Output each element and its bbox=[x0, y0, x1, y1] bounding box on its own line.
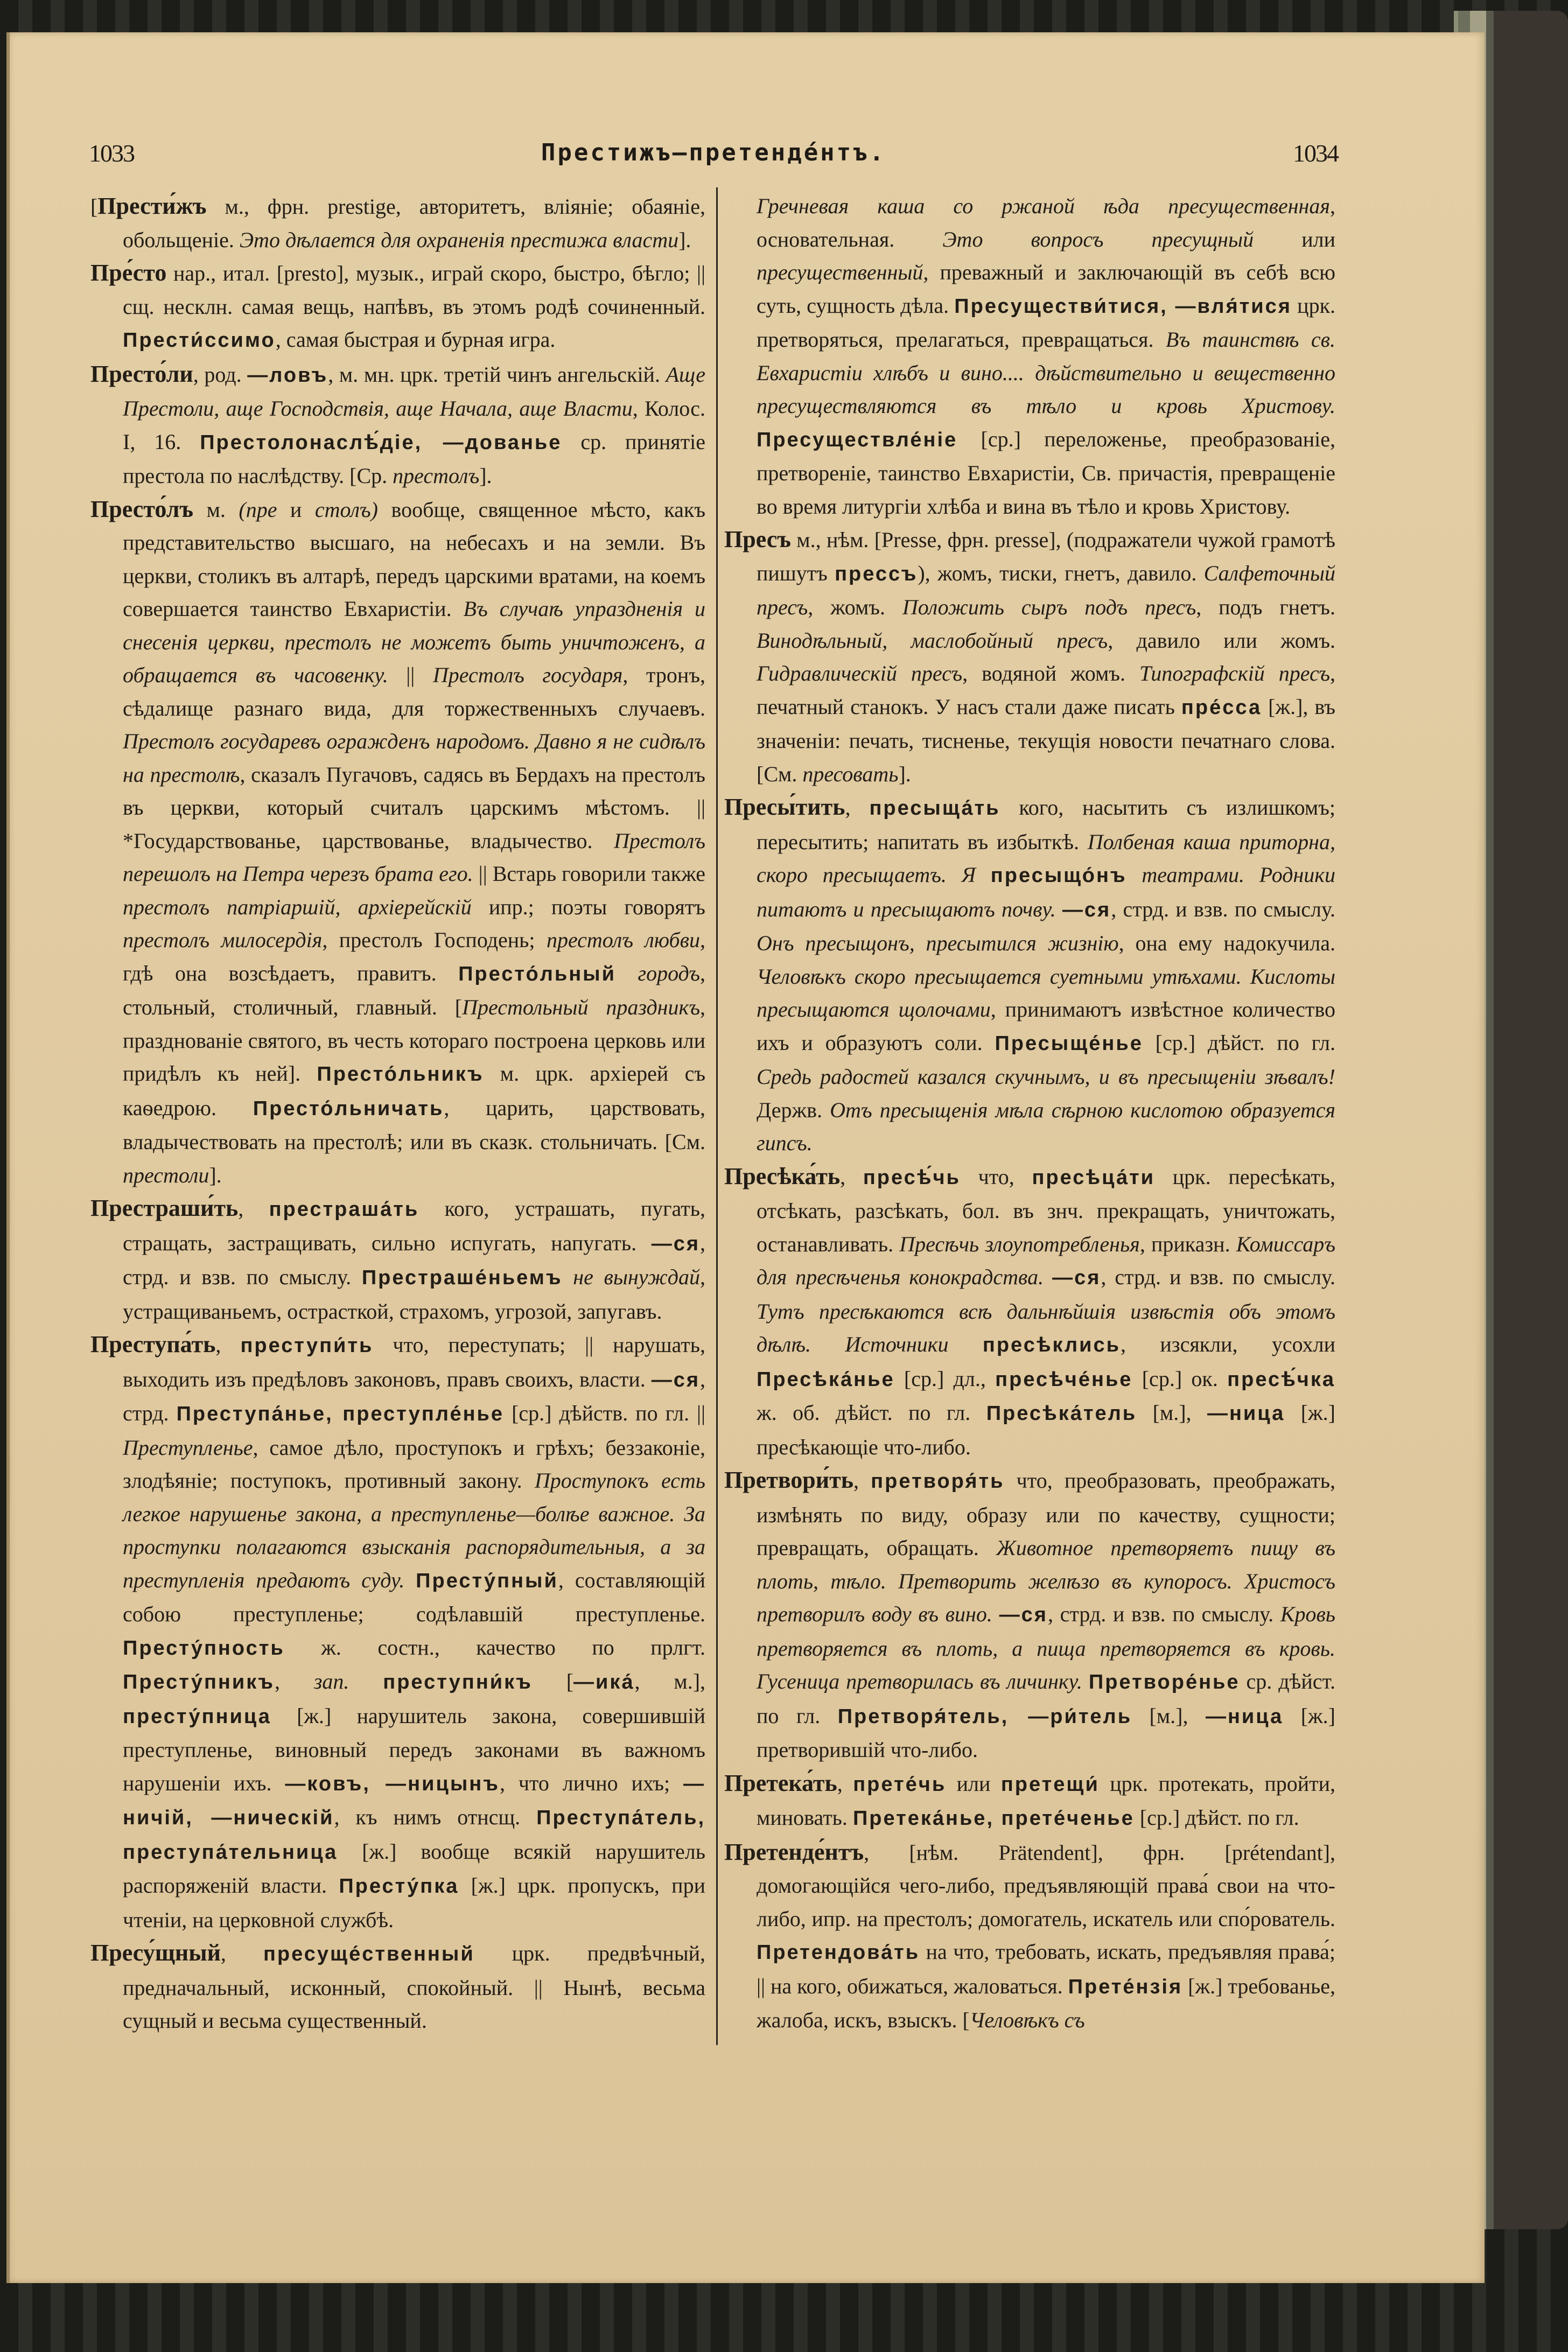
derived-form: Престо́льничать bbox=[253, 1097, 444, 1120]
definition-text: , она ему надокучила. bbox=[1118, 931, 1335, 955]
derived-form: преступни́къ bbox=[383, 1671, 533, 1693]
definition-text: [ср.] ок. bbox=[1132, 1366, 1228, 1391]
derived-form: —ся bbox=[1052, 1266, 1101, 1289]
definition-text: кого, насытить съ излишкомъ; пересытить; напитать въ избыткѣ. bbox=[757, 795, 1336, 854]
definition-text bbox=[1044, 1265, 1052, 1289]
example-text: престолъ милосердія bbox=[123, 928, 323, 952]
definition-text: [ср.] дѣйст. по гл. bbox=[1143, 1030, 1336, 1055]
definition-text: [ bbox=[532, 1669, 574, 1693]
definition-text: , что лично ихъ; bbox=[499, 1770, 683, 1795]
running-title: Престижъ—претендéнтъ. bbox=[541, 139, 886, 166]
derived-form: Престу́пка bbox=[339, 1875, 459, 1898]
definition-text: ср. дѣйст. по гл. bbox=[757, 1669, 1335, 1728]
definition-text: [ж.] нарушитель закона, совершившій преступленье, виновный передъ законами въ важномъ нарушеніи ихъ. bbox=[123, 1703, 705, 1795]
example-text: Аще Престоли, аще Господствія, аще Начала, аще Власти bbox=[123, 362, 705, 421]
headword: Претвори́ть bbox=[724, 1467, 854, 1493]
definition-text: ]. bbox=[898, 761, 911, 786]
definition-text: [ж.], въ значеніи: печать, тисненье, текущія новости печатнаго слова. [См. bbox=[757, 694, 1335, 786]
definition-text: , подъ гнетъ. bbox=[1196, 595, 1335, 619]
derived-form: —ковъ, —ницынъ bbox=[285, 1772, 500, 1795]
example-text: (пре bbox=[239, 497, 277, 522]
example-text: Животное претворяетъ пищу въ плоть, тѣло. Претворить желѣзо въ купоросъ. Христосъ претворилъ воду въ вино. bbox=[757, 1536, 1336, 1626]
example-text: престоли bbox=[123, 1163, 209, 1187]
definition-text: [ж.] требованье, жалоба, искъ, взыскъ. [ bbox=[757, 1973, 1335, 2032]
derived-form: пре́сса bbox=[1181, 696, 1262, 719]
definition-text bbox=[1056, 897, 1062, 921]
definition-text: [м.], bbox=[1132, 1703, 1206, 1728]
definition-text: , стрд. и взв. по смыслу. bbox=[1047, 1602, 1280, 1626]
definition-text: [м.], bbox=[1137, 1401, 1207, 1425]
derived-form: —ловъ bbox=[247, 363, 328, 387]
definition-text bbox=[404, 1568, 416, 1592]
definition-text: м., фрн. prestige, авторитетъ, вліяніе; обаяніе, обольщеніе. bbox=[123, 194, 705, 252]
derived-form: Престу́пникъ bbox=[123, 1671, 275, 1693]
derived-form: преступи́ть bbox=[240, 1334, 374, 1357]
derived-form: —ика́ bbox=[573, 1671, 635, 1693]
definition-text: , гдѣ она возсѣдаетъ, правитъ. bbox=[123, 928, 705, 985]
headword: Престраши́ть bbox=[90, 1195, 239, 1221]
definition-text: м., нѣм. [Presse, фрн. presse], (подражатели чужой грамотѣ пишутъ bbox=[757, 528, 1335, 585]
example-text: театрами. Родники питаютъ и пресыщаютъ почву. bbox=[757, 863, 1336, 921]
definition-text: кого, устрашать, пугать, стращать, застращивать, сильно испугать, напугать. bbox=[123, 1196, 705, 1255]
definition-text: ср. принятіе престола по наслѣдству. [Ср. bbox=[123, 429, 706, 488]
definition-text: , изсякли, усохли bbox=[1121, 1332, 1335, 1356]
derived-form: претещи́ bbox=[1000, 1773, 1100, 1796]
derived-form: пресѣче́нье bbox=[995, 1368, 1133, 1391]
page-gutter-edge bbox=[6, 32, 10, 2283]
definition-text bbox=[1082, 1669, 1089, 1693]
definition-text: , принимаютъ извѣстное количество ихъ и образуютъ соли. bbox=[757, 997, 1336, 1055]
definition-text: ]. bbox=[209, 1163, 222, 1187]
headword: Пресу́щный bbox=[90, 1940, 221, 1966]
example-text: Преступленье bbox=[123, 1435, 253, 1460]
definition-text: на что, требовать, искать, предъявляя права́; || на кого, обижаться, жаловаться. bbox=[757, 1940, 1335, 1998]
derived-form: Пресуществи́тися, —вля́тися bbox=[954, 295, 1292, 318]
derived-form: престраша́ть bbox=[269, 1198, 419, 1221]
example-text: Престолъ государевъ огражденъ народомъ. Давно я не сидѣлъ на престолѣ bbox=[123, 729, 705, 787]
example-text: Гидравлическій пресъ bbox=[757, 661, 963, 685]
derived-form: пресуще́ственный bbox=[263, 1943, 475, 1965]
page-number-right: 1034 bbox=[1293, 139, 1338, 167]
example-text: Тутъ пресѣкаются всѣ дальнѣйшія извѣстія объ этомъ дѣлѣ. Источники bbox=[757, 1299, 1335, 1356]
derived-form: Преступа́тель, преступа́тельница bbox=[123, 1807, 706, 1864]
definition-text: , стрд. и взв. по смыслу. bbox=[123, 1230, 705, 1289]
definition-text: црк. предвѣчный, предначальный, исконный, спокойный. || Нынѣ, весьма сущный и весьма существенный. bbox=[123, 1941, 706, 2033]
example-text: Это вопросъ пресущный bbox=[942, 227, 1254, 251]
definition-text: или bbox=[946, 1771, 1001, 1796]
left-column bbox=[90, 190, 705, 2038]
definition-text: [ж.] претворившій что-либо. bbox=[757, 1703, 1335, 1762]
definition-text: , bbox=[840, 1164, 863, 1189]
example-text: столъ) bbox=[314, 497, 378, 522]
example-text: Винодѣльный, маслобойный пресъ bbox=[757, 628, 1108, 653]
definition-text: [ж.] црк. пропускъ, при чтеніи, на церковной службѣ. bbox=[123, 1873, 705, 1932]
derived-form: престу́пница bbox=[123, 1705, 271, 1728]
example-text: Престольный праздникъ bbox=[462, 995, 700, 1019]
definition-text: , bbox=[837, 1771, 853, 1796]
derived-form: —ся bbox=[651, 1232, 700, 1255]
definition-text: , [нѣм. Prätendent], фрн. [prétendant], домогающійся чего-либо, предъявляющій права́ свои на что-либо, ипр. на престолъ; домогатель, искатель или спо́рователь. bbox=[757, 1840, 1335, 1931]
definition-text: , bbox=[853, 1468, 871, 1493]
definition-text: , тронъ, сѣдалище разнаго вида, для торжественныхъ случаевъ. bbox=[123, 663, 706, 720]
definition-text: , самая быстрая и бурная игра. bbox=[275, 327, 556, 352]
definition-text: , царить, царствовать, владычествовать на престолѣ; или въ сказк. стольничать. [См. bbox=[123, 1095, 705, 1154]
example-text: Въ случаѣ упраздненія и снесенія церкви, престолъ не можетъ быть уничтоженъ, а обращается въ часовенку. bbox=[123, 597, 705, 687]
dictionary-entry bbox=[90, 358, 705, 493]
headword: Преступа́ть bbox=[90, 1331, 216, 1357]
derived-form: Престолонаслѣ́діе, —дованье bbox=[200, 431, 562, 454]
dictionary-entry bbox=[724, 1836, 1335, 2037]
definition-text: вообще, священное мѣсто, какъ представительство высшаго, на небесахъ и на земли. Въ церкви, столикъ въ алтарѣ, передъ царскими вратами, на коемъ совершается таинство Евхаристіи. bbox=[123, 497, 706, 621]
derived-form: Престо́льникъ bbox=[317, 1063, 484, 1086]
dictionary-entry bbox=[90, 1192, 705, 1328]
example-text: Престолъ перешолъ на Петра черезъ брата его. bbox=[123, 828, 705, 886]
definition-text: , водяной жомъ. bbox=[962, 661, 1139, 685]
definition-text: , жомъ. bbox=[808, 595, 902, 619]
definition-text: , составляющій собою преступленье; содѣлавшій преступленье. bbox=[123, 1567, 705, 1626]
definition-text: ]. bbox=[479, 464, 492, 488]
definition-text: ипр.; поэты говорятъ bbox=[471, 894, 705, 919]
derived-form: пресѣ́чка bbox=[1227, 1368, 1336, 1391]
derived-form: пресѣ́чь bbox=[863, 1166, 961, 1189]
example-text: Комиссаръ для пресѣченья конокрадства. bbox=[757, 1231, 1335, 1289]
headword: Престо́лъ bbox=[90, 495, 194, 522]
derived-form: Пресѣка́тель bbox=[986, 1402, 1137, 1425]
example-text: зап. bbox=[313, 1669, 349, 1693]
definition-text: , преважный и заключающій въ себѣ всю суть, сущность дѣла. bbox=[757, 260, 1335, 318]
derived-form: пресыщо́нъ bbox=[990, 864, 1127, 887]
example-text: престолъ любви bbox=[546, 928, 700, 952]
dictionary-entry bbox=[724, 1767, 1335, 1836]
example-text: Проступокъ есть легкое нарушенье закона, а преступленье—болѣе важное. За проступки полагаются взысканія распорядительныя, а за преступленія предаютъ суду. bbox=[123, 1468, 706, 1592]
example-text: Полбеная каша приторна, скоро пресыщаетъ. Я bbox=[757, 829, 1335, 887]
derived-form: Пресыще́нье bbox=[995, 1032, 1143, 1055]
example-text: Отъ пресыщенія мѣла сѣрною кислотою образуется гипсъ. bbox=[757, 1097, 1335, 1155]
definition-text: , устращиваньемъ, острасткой, страхомъ, угрозой, запугавъ. bbox=[123, 1265, 706, 1324]
headword: Претенде́нтъ bbox=[724, 1838, 864, 1865]
definition-text: [ср.] дѣйст. по гл. bbox=[1134, 1805, 1299, 1830]
right-column bbox=[724, 190, 1335, 2037]
headword: Пресъ bbox=[724, 526, 791, 552]
definition-text bbox=[949, 1332, 983, 1356]
definition-text bbox=[992, 1602, 999, 1626]
definition-text: [ср.] дѣйств. по гл. || bbox=[504, 1401, 706, 1425]
example-text: Средь радостей казался скучнымъ, и въ пресыщеніи зѣвалъ! bbox=[757, 1065, 1335, 1089]
definition-text: , м.], bbox=[634, 1669, 706, 1693]
definition-text: [ж.] вообще всякій нарушитель распоряженій власти. bbox=[123, 1839, 705, 1898]
dictionary-entry bbox=[724, 523, 1335, 790]
derived-form: —ничій, —ническій bbox=[123, 1772, 705, 1829]
derived-form: Пресѣка́нье bbox=[757, 1368, 895, 1391]
page-number-left: 1033 bbox=[89, 139, 134, 167]
derived-form: Прести́ссимо bbox=[123, 329, 276, 352]
dictionary-entry bbox=[90, 190, 705, 256]
definition-text: ж. состн., качество по прлгт. bbox=[284, 1635, 705, 1660]
definition-text bbox=[563, 1265, 573, 1289]
headword: Пресы́тить bbox=[724, 794, 845, 820]
derived-form: пресѣца́ти bbox=[1032, 1166, 1156, 1189]
derived-form: прессъ bbox=[835, 562, 918, 585]
definition-text: что, переступать; || нарушать, выходить изъ предѣловъ законовъ, правъ своихъ, власти. bbox=[123, 1333, 705, 1391]
definition-text: , стрд. и взв. по смыслу. bbox=[1111, 897, 1335, 921]
headword: Пресѣка́ть bbox=[724, 1163, 841, 1189]
dictionary-entry bbox=[724, 1464, 1335, 1767]
definition-text: , стрд. bbox=[123, 1367, 705, 1425]
derived-form: Престраше́ньемъ bbox=[361, 1266, 563, 1289]
derived-form: —ся bbox=[999, 1604, 1048, 1626]
definition-text: , bbox=[274, 1669, 314, 1693]
example-text: Положить сыръ подъ пресъ bbox=[902, 595, 1196, 619]
example-text: Человѣкъ скоро пресыщается суетными утѣхами. Кислоты пресыщаются щолочами bbox=[757, 964, 1335, 1021]
derived-form: —ся bbox=[1062, 898, 1111, 921]
definition-text: м. црк. архіерей съ каѳедрою. bbox=[123, 1061, 706, 1120]
derived-form: пресѣклись bbox=[982, 1334, 1121, 1356]
definition-text: Держв. bbox=[757, 1097, 830, 1122]
derived-form: прете́чь bbox=[853, 1773, 947, 1796]
example-text: Салфеточный пресъ bbox=[757, 561, 1336, 619]
definition-text: црк. претворяться, прелагаться, превращаться. bbox=[757, 293, 1336, 352]
example-text: Въ таинствѣ св. Евхаристіи хлѣбъ и вино.... дѣйствительно и вещественно пресуществляются въ тѣло и кровь Христову. bbox=[757, 327, 1335, 418]
dictionary-entry bbox=[90, 1328, 705, 1936]
headword: Претека́ть bbox=[724, 1769, 837, 1796]
definition-text: || bbox=[388, 663, 433, 687]
derived-form: Пресуществле́ніе bbox=[757, 428, 958, 451]
definition-text: ), жомъ, тиски, гнетъ, давило. bbox=[918, 561, 1204, 585]
example-text: Типографскій пресъ bbox=[1139, 661, 1330, 685]
headword: Пре́сто bbox=[90, 260, 167, 286]
derived-form: Претворе́нье bbox=[1088, 1671, 1240, 1693]
derived-form: Престу́пный bbox=[416, 1569, 558, 1592]
definition-text bbox=[976, 863, 991, 887]
definition-text: , bbox=[238, 1196, 269, 1221]
definition-text: , печатный станокъ. У насъ стали даже писать bbox=[757, 661, 1335, 719]
derived-form: —ница bbox=[1207, 1402, 1285, 1425]
definition-text: , сказалъ Пугачовъ, садясь въ Бердахъ на престолъ въ церкви, который считалъ царскимъ мѣстомъ. || *Государствованье, царствованье, владычество. bbox=[123, 762, 705, 853]
example-text: не вынуждай bbox=[573, 1265, 701, 1289]
column-divider bbox=[716, 187, 718, 2045]
headword: Престо́ли bbox=[90, 360, 193, 387]
definition-text: ж. об. дѣйст. по гл. bbox=[757, 1401, 986, 1425]
definition-text: црк. пересѣкать, отсѣкать, разсѣкать, бол. въ знч. прекращать, уничтожать, останавливать. bbox=[757, 1164, 1335, 1256]
definition-text: , празднованіе святого, въ честь котораго построена церковь или придѣлъ къ ней]. bbox=[123, 995, 705, 1086]
definition-text bbox=[616, 961, 638, 985]
derived-form: претворя́ть bbox=[871, 1470, 1005, 1493]
definition-text: ]. bbox=[678, 227, 691, 252]
definition-text: что, преобразовать, преображать, измѣнять по виду, образу или по качеству, сущности; превращать, обращать. bbox=[757, 1468, 1336, 1560]
definition-text: или bbox=[1254, 227, 1335, 251]
definition-text: [ж.] пресѣкающіе что-либо. bbox=[757, 1401, 1335, 1459]
definition-text: , bbox=[220, 1941, 263, 1965]
example-text: Пресѣчь злоупотребленья bbox=[899, 1231, 1140, 1256]
definition-text: и bbox=[277, 497, 315, 522]
example-text: Престолъ государя bbox=[432, 663, 623, 687]
derived-form: Претендова́ть bbox=[757, 1941, 920, 1964]
definition-text: , род. bbox=[193, 362, 248, 387]
derived-form: Прете́нзія bbox=[1068, 1975, 1183, 1998]
example-text: городъ bbox=[638, 961, 701, 985]
example-text: престолъ патріаршій, архіерейскій bbox=[123, 894, 472, 919]
definition-text: , м. мн. црк. третій чинъ ангельскій. bbox=[328, 362, 666, 387]
dictionary-entry bbox=[724, 1160, 1335, 1464]
definition-text bbox=[1127, 863, 1142, 887]
example-text: Это дѣлается для охраненія престижа власти bbox=[239, 227, 679, 252]
example-text: Кровь претворяется въ плоть, а пища претворяется въ кровь. Гусеница претворилась въ личинку. bbox=[757, 1602, 1336, 1693]
definition-text: црк. протекать, пройти, миновать. bbox=[757, 1771, 1336, 1830]
definition-text: [ср.] дл., bbox=[894, 1366, 996, 1391]
example-text: пресущественный bbox=[757, 260, 923, 284]
definition-text: [ср.] переложенье, преобразованіе, претвореніе, таинство Евхаристіи, Св. причастія, превращеніе во время литургіи хлѣба и вина въ тѣло и кровь Христову. bbox=[757, 426, 1335, 519]
example-text: престолъ bbox=[393, 464, 480, 488]
definition-text: м. bbox=[193, 497, 239, 522]
dictionary-entry bbox=[724, 790, 1335, 1160]
definition-text: , къ нимъ отнсщ. bbox=[334, 1805, 537, 1829]
dictionary-entry bbox=[90, 1936, 705, 2038]
derived-form: —ница bbox=[1205, 1705, 1284, 1728]
derived-form: пресыща́ть bbox=[869, 797, 1000, 820]
definition-text: , приказн. bbox=[1139, 1231, 1236, 1256]
definition-text: , давило или жомъ. bbox=[1108, 628, 1335, 653]
definition-text: , основательная. bbox=[757, 194, 1335, 251]
definition-text: [ bbox=[90, 194, 98, 219]
derived-form: Преступа́нье, преступле́нье bbox=[176, 1403, 505, 1425]
definition-text: , Колос. I, 16. bbox=[123, 396, 705, 454]
dictionary-entry bbox=[90, 256, 705, 358]
definition-text: , bbox=[845, 795, 870, 820]
derived-form: —ся bbox=[651, 1368, 700, 1391]
definition-text: , стрд. и взв. по смыслу. bbox=[1101, 1265, 1335, 1289]
example-text: Человѣкъ съ bbox=[969, 2008, 1085, 2032]
example-text: Гречневая каша со ржаной ѣда пресущественная bbox=[757, 194, 1330, 218]
dictionary-entry bbox=[724, 190, 1335, 523]
definition-text: , престолъ Господень; bbox=[322, 928, 547, 952]
page-header bbox=[89, 139, 1338, 171]
example-text: Онъ пресыщонъ, пресытился жизнію bbox=[757, 931, 1119, 955]
definition-text bbox=[349, 1669, 383, 1693]
example-text: пресовать bbox=[802, 761, 899, 786]
definition-text: , стольный, столичный, главный. [ bbox=[123, 961, 706, 1019]
definition-text: нар., итал. [presto], музык., играй скоро, быстро, бѣгло; || сщ. несклн. самая вещь, напѣвъ, въ этомъ родѣ сочиненный. bbox=[123, 261, 705, 319]
definition-text: что, bbox=[960, 1164, 1032, 1189]
derived-form: Претека́нье, прете́ченье bbox=[852, 1807, 1135, 1830]
derived-form: Престо́льный bbox=[458, 962, 616, 985]
definition-text: , bbox=[215, 1333, 241, 1357]
headword: Прести́жъ bbox=[97, 193, 207, 219]
derived-form: Престу́пность bbox=[123, 1636, 285, 1660]
definition-text: , самое дѣло, проступокъ и грѣхъ; беззаконіе, злодѣяніе; поступокъ, противный закону. bbox=[123, 1435, 705, 1493]
definition-text: || Встарь говорили также bbox=[473, 862, 705, 886]
dictionary-entry bbox=[90, 493, 705, 1192]
derived-form: Претворя́тель, —ри́тель bbox=[837, 1705, 1132, 1728]
